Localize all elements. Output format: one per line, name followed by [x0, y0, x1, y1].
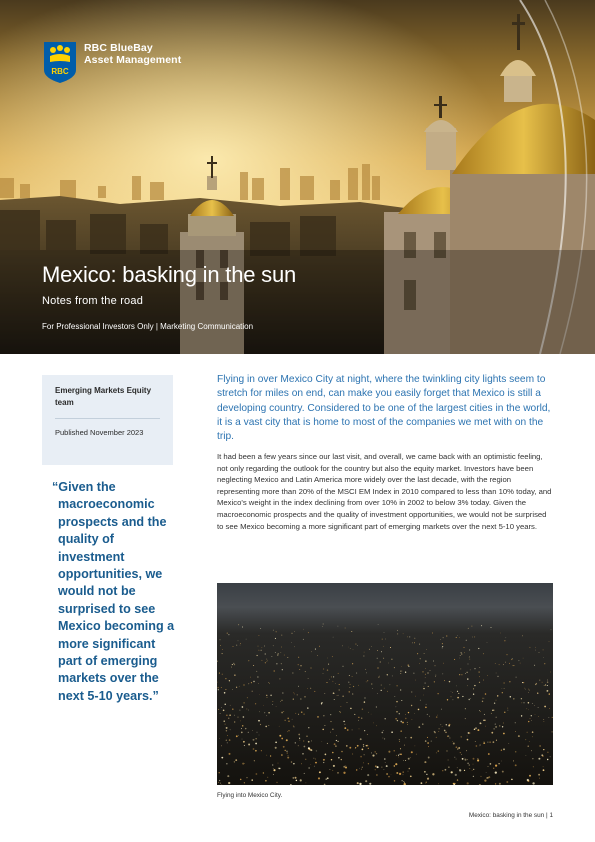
publish-date: Published November 2023 [55, 428, 144, 437]
info-box [42, 375, 173, 465]
audience-notice: For Professional Investors Only | Marketing Communication [42, 322, 254, 331]
page-title: Mexico: basking in the sun [42, 262, 297, 287]
photo-caption: Flying into Mexico City. [217, 792, 283, 799]
page-footer: Mexico: basking in the sun | 1 [468, 812, 553, 819]
brand-name [84, 42, 181, 66]
team-name: Emerging Markets Equity team [55, 386, 152, 407]
body-paragraph: It had been a few years since our last visit, and overall, we came back with an optimistic feeling, not only regarding the outlook for the country but also the equity market. Investors have been neglecting Mexico and Latin America more widely over the last decade, with the region representing more than 20% of the MSCI EM Index in 2010 compared to less than 10% today, and Mexico's weight in the index declining from over 10% in 2002 to below 3% today. Given the macroeconomic prospects and the quality of investment opportunities, we would not be surprised to see Mexico becoming a more significant part of emerging markets over the next 5-10 years. [217, 452, 552, 531]
brand-logo[interactable] [42, 40, 181, 84]
brand-line1: RBC BlueBay [84, 42, 153, 54]
page-subtitle: Notes from the road [42, 295, 144, 307]
pull-quote-text: “Given the macroeconomic prospects and the quality of investment opportunities, we would not be surprised to see Mexico becoming a more significant part of emerging markets over the next 5-10 years.” [52, 480, 175, 703]
hero-banner [0, 0, 595, 354]
pull-quote [52, 479, 177, 705]
intro-paragraph: Flying in over Mexico City at night, where the twinkling city lights seem to stretch for miles on end, can make you easily forget that Mexico is still a developing country. Considered to be one of the largest cities in the world, it is a vast city that is home to most of the companies we met with on the trip. [217, 374, 551, 443]
brand-line2: Asset Management [84, 54, 182, 66]
svg-text:RBC: RBC [51, 67, 69, 76]
aerial-night-image [217, 583, 553, 785]
divider [55, 418, 160, 419]
night-city-photo [217, 583, 553, 785]
rbc-shield-icon [42, 40, 78, 84]
